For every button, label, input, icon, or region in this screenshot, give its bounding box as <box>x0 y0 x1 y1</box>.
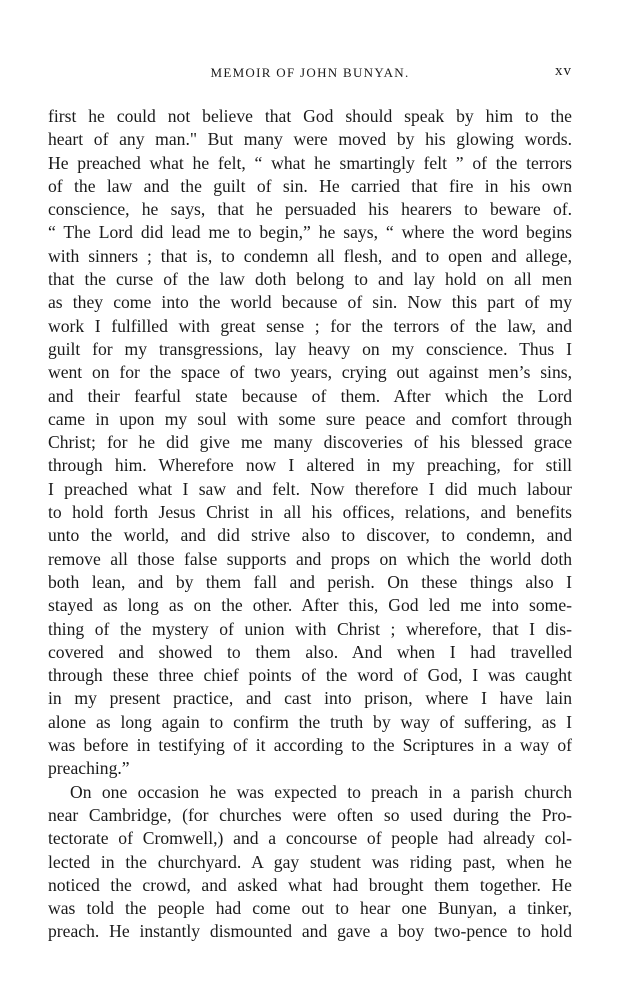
text-line: and their fearful state because of them. After which the Lord <box>48 385 572 406</box>
text-line: preach. He instantly dismounted and gave a boy two-pence to hold <box>48 921 572 942</box>
text-line: conscience, he says, that he persuaded his hearers to beware of. <box>48 199 572 220</box>
text-line: heart of any man." But many were moved by his glowing words. <box>48 129 572 150</box>
text-line: came in upon my soul with some sure peace and comfort through <box>48 408 572 429</box>
text-line: work I fulfilled with great sense ; for the terrors of the law, and <box>48 315 572 336</box>
body-text <box>48 105 572 944</box>
text-line: near Cambridge, (for churches were often so used during the Pro- <box>48 804 572 825</box>
text-line: went on for the space of two years, crying out against men’s sins, <box>48 362 572 383</box>
text-line: to hold forth Jesus Christ in all his offices, relations, and benefits <box>48 502 572 523</box>
text-line: through these three chief points of the word of God, I was caught <box>48 665 572 686</box>
text-line: unto the world, and did strive also to discover, to condemn, and <box>48 525 572 546</box>
text-line: was told the people had come out to hear one Bunyan, a tinker, <box>48 898 572 919</box>
text-line: that the curse of the law doth belong to and lay hold on all men <box>48 269 572 290</box>
text-line: thing of the mystery of union with Christ ; wherefore, that I dis- <box>48 618 572 639</box>
text-line: first he could not believe that God should speak by him to the <box>48 106 572 126</box>
text-line: with sinners ; that is, to condemn all flesh, and to open and allege, <box>48 245 572 266</box>
text-line: was before in testifying of it according to the Scriptures in a way of <box>48 735 572 756</box>
page-number: xv <box>555 63 572 79</box>
text-line: both lean, and by them fall and perish. On these things also I <box>48 571 572 592</box>
text-line: through him. Wherefore now I altered in my preaching, for still <box>48 455 572 476</box>
text-line: alone as long again to confirm the truth by way of suffering, as I <box>48 711 572 732</box>
text-line: Christ; for he did give me many discoveries of his blessed grace <box>48 432 572 453</box>
text-line: noticed the crowd, and asked what had brought them together. He <box>48 874 572 895</box>
text-line: lected in the churchyard. A gay student was riding past, when he <box>48 851 572 872</box>
text-line: of the law and the guilt of sin. He carried that fire in his own <box>48 175 572 196</box>
text-line: guilt for my transgressions, lay heavy on my conscience. Thus I <box>48 338 572 359</box>
running-title: MEMOIR OF JOHN BUNYAN. <box>210 65 410 80</box>
text-line: I preached what I saw and felt. Now therefore I did much labour <box>48 478 572 499</box>
text-line: “ The Lord did lead me to begin,” he says, “ where the word begins <box>48 222 572 243</box>
text-line: remove all those false supports and props on which the world doth <box>48 548 572 569</box>
text-line: preaching.” <box>48 758 130 779</box>
text-line: tectorate of Cromwell,) and a concourse of people had already col- <box>48 828 572 849</box>
running-head <box>48 62 572 84</box>
text-line: On one occasion he was expected to preach in a parish church <box>70 781 572 802</box>
text-line: stayed as long as on the other. After this, God led me into some- <box>48 595 572 616</box>
text-line: in my present practice, and cast into prison, where I have lain <box>48 688 572 709</box>
text-line: covered and showed to them also. And when I had travelled <box>48 641 572 662</box>
text-line: He preached what he felt, “ what he smartingly felt ” of the terrors <box>48 152 572 173</box>
text-line: as they come into the world because of sin. Now this part of my <box>48 292 572 313</box>
